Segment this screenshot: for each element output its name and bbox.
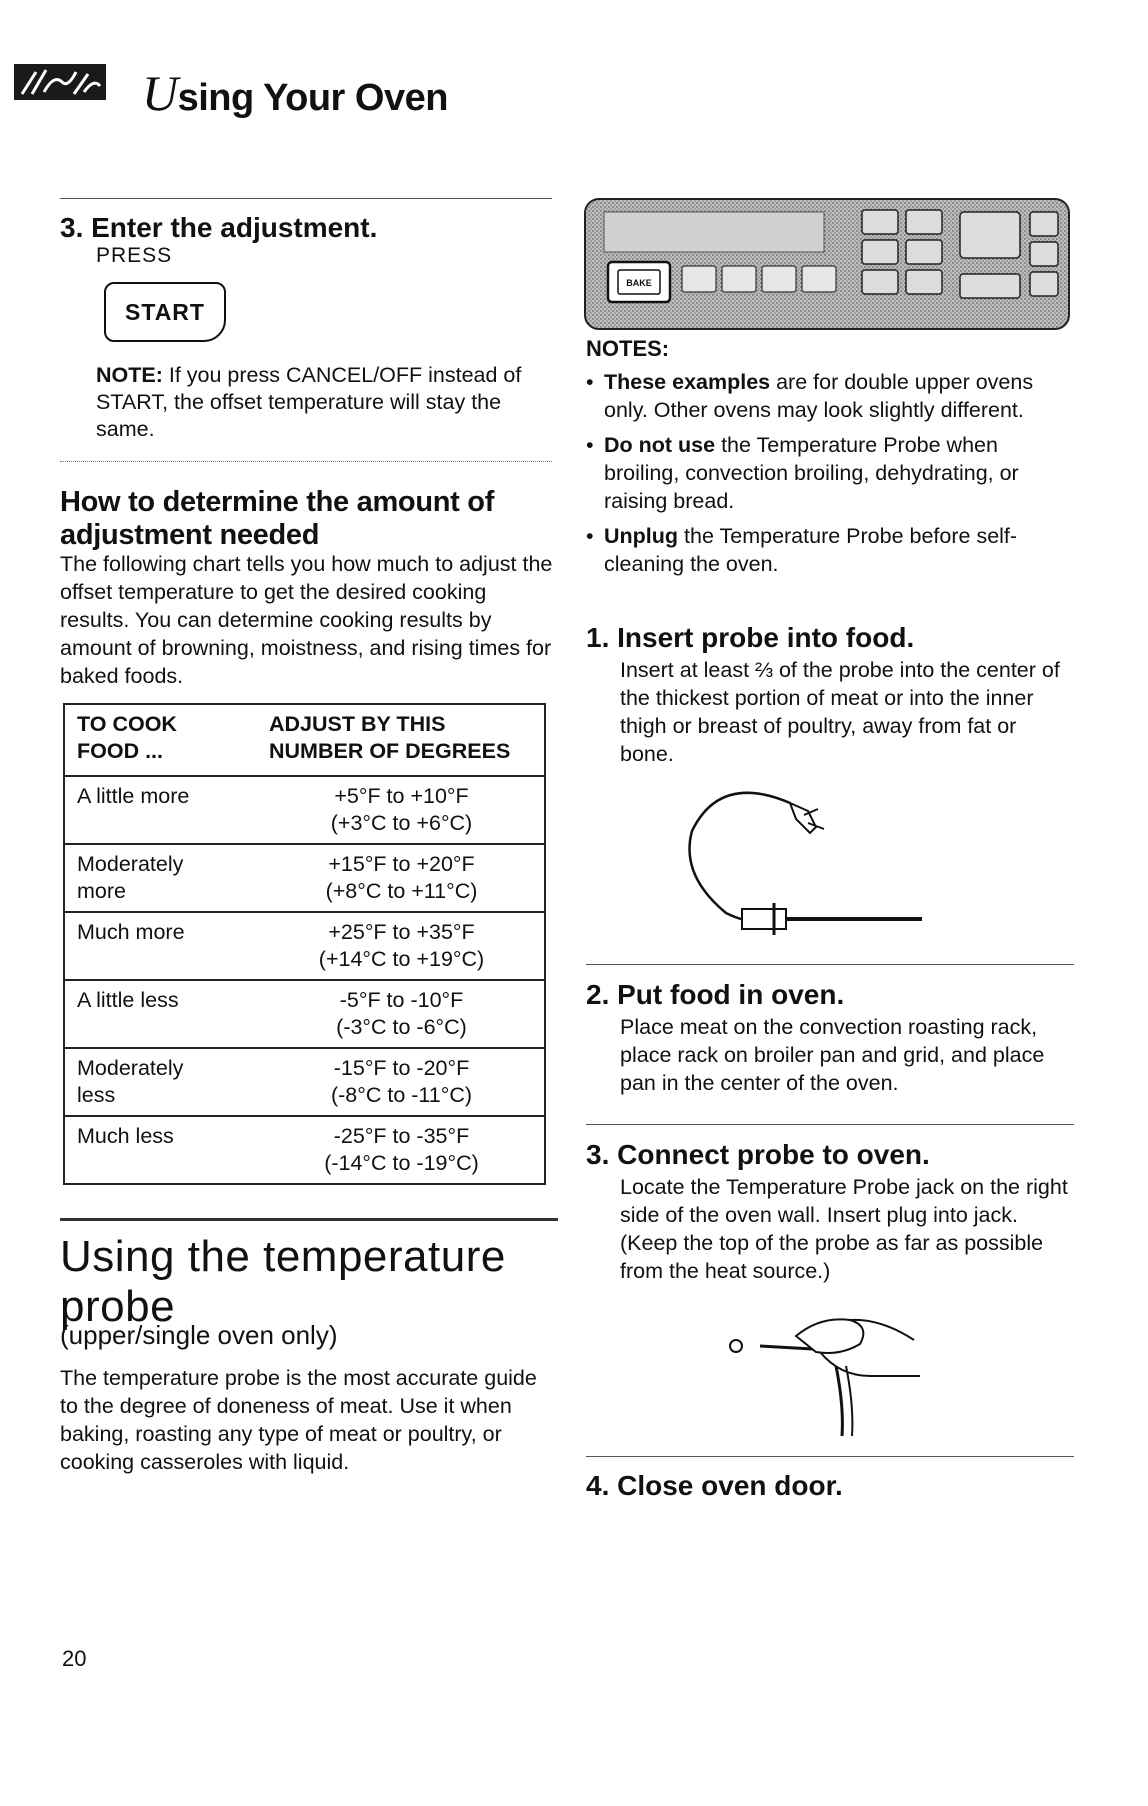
divider <box>60 198 552 199</box>
section-logo-icon <box>14 64 106 100</box>
step1-title: 1. Insert probe into food. <box>586 622 915 653</box>
step3-title: 3. Enter the adjustment. <box>60 212 378 243</box>
page-title-rest: sing Your Oven <box>177 77 448 119</box>
step2-body: Place meat on the convection roasting rack, place rack on broiler pan and grid, and place pan in the center of the oven. <box>620 1015 1045 1095</box>
determine-heading-line2: adjustment needed <box>60 519 320 551</box>
table-cell-food: Moderately less <box>64 1048 257 1116</box>
step4-title: 4. Close oven door. <box>586 1470 843 1501</box>
table-cell-degrees: -15°F to -20°F (-8°C to -11°C) <box>257 1048 545 1116</box>
adjustment-table <box>63 703 546 1185</box>
start-button: START <box>104 282 226 342</box>
table-cell-degrees: -5°F to -10°F (-3°C to -6°C) <box>257 980 545 1048</box>
page-title <box>142 64 448 122</box>
table-cell-food: Much less <box>64 1116 257 1184</box>
notes-heading: NOTES: <box>586 336 670 361</box>
table-header: ADJUST BY THIS NUMBER OF DEGREES <box>257 704 545 776</box>
table-row <box>64 980 545 1048</box>
press-label: PRESS <box>96 244 173 267</box>
oven-control-panel-illustration <box>584 198 1070 330</box>
table-header-row <box>64 704 545 776</box>
table-cell-food: A little less <box>64 980 257 1048</box>
note-bold: Unplug <box>604 524 679 548</box>
table-cell-food: Moderately more <box>64 844 257 912</box>
determine-body: The following chart tells you how much to adjust the offset temperature to get the desired cooking results. You can determine cooking results by amount of browning, moistness, and rising times for baked foods. <box>60 552 553 688</box>
table-row <box>64 844 545 912</box>
notes-list <box>586 368 1076 585</box>
divider <box>60 461 552 462</box>
note-text: the Temperature Probe before self-cleaning the oven. <box>604 524 1018 576</box>
probe-heading-line1: Using the temperature <box>60 1232 506 1281</box>
table-row <box>64 912 545 980</box>
table-cell-food: A little more <box>64 776 257 844</box>
determine-heading <box>60 486 560 552</box>
note-label: NOTE: <box>96 363 163 387</box>
list-item <box>586 368 1076 424</box>
section-divider <box>60 1218 558 1221</box>
table-cell-food: Much more <box>64 912 257 980</box>
divider <box>586 964 1074 965</box>
probe-heading-line2: probe <box>60 1282 176 1331</box>
step2-title: 2. Put food in oven. <box>586 979 845 1010</box>
step1-body: Insert at least ⅔ of the probe into the center of the thickest portion of meat or into the inner thigh or breast of poultry, away from fat or bone. <box>620 658 1060 766</box>
note-text: the Temperature Probe when broiling, convection broiling, dehydrating, or raising bread. <box>604 433 1019 513</box>
table-row <box>64 1116 545 1184</box>
note-text: If you press CANCEL/OFF instead of START, the offset temperature will stay the same. <box>96 363 522 441</box>
probe-heading <box>60 1232 580 1332</box>
table-cell-degrees: -25°F to -35°F (-14°C to -19°C) <box>257 1116 545 1184</box>
probe-illustration <box>680 775 940 935</box>
note-bold: These examples <box>604 370 771 394</box>
note-text: are for double upper ovens only. Other ovens may look slightly different. <box>604 370 1034 422</box>
panel-bake-label: BAKE <box>626 278 652 288</box>
step3-note <box>96 362 546 443</box>
list-item <box>586 522 1076 578</box>
table-cell-degrees: +15°F to +20°F (+8°C to +11°C) <box>257 844 545 912</box>
list-item <box>586 431 1076 515</box>
table-cell-degrees: +5°F to +10°F (+3°C to +6°C) <box>257 776 545 844</box>
note-bold: Do not use <box>604 433 716 457</box>
table-row <box>64 776 545 844</box>
step3-right-body: Locate the Temperature Probe jack on the right side of the oven wall. Insert plug into jack. (Keep the top of the probe as far as possible from the heat source.) <box>620 1175 1068 1283</box>
divider <box>586 1456 1074 1457</box>
table-row <box>64 1048 545 1116</box>
determine-heading-line1: How to determine the amount of <box>60 486 495 518</box>
page-title-initial: U <box>142 65 178 121</box>
table-cell-degrees: +25°F to +35°F (+14°C to +19°C) <box>257 912 545 980</box>
table-header: TO COOK FOOD ... <box>64 704 257 776</box>
probe-body: The temperature probe is the most accurate guide to the degree of doneness of meat. Use it when baking, roasting any type of meat or poultry, or cooking casseroles with liquid. <box>60 1366 537 1474</box>
step3-right-title: 3. Connect probe to oven. <box>586 1139 930 1170</box>
probe-subheading: (upper/single oven only) <box>60 1320 338 1350</box>
divider <box>586 1124 1074 1125</box>
page-number: 20 <box>62 1646 87 1671</box>
probe-jack-illustration <box>720 1306 940 1436</box>
